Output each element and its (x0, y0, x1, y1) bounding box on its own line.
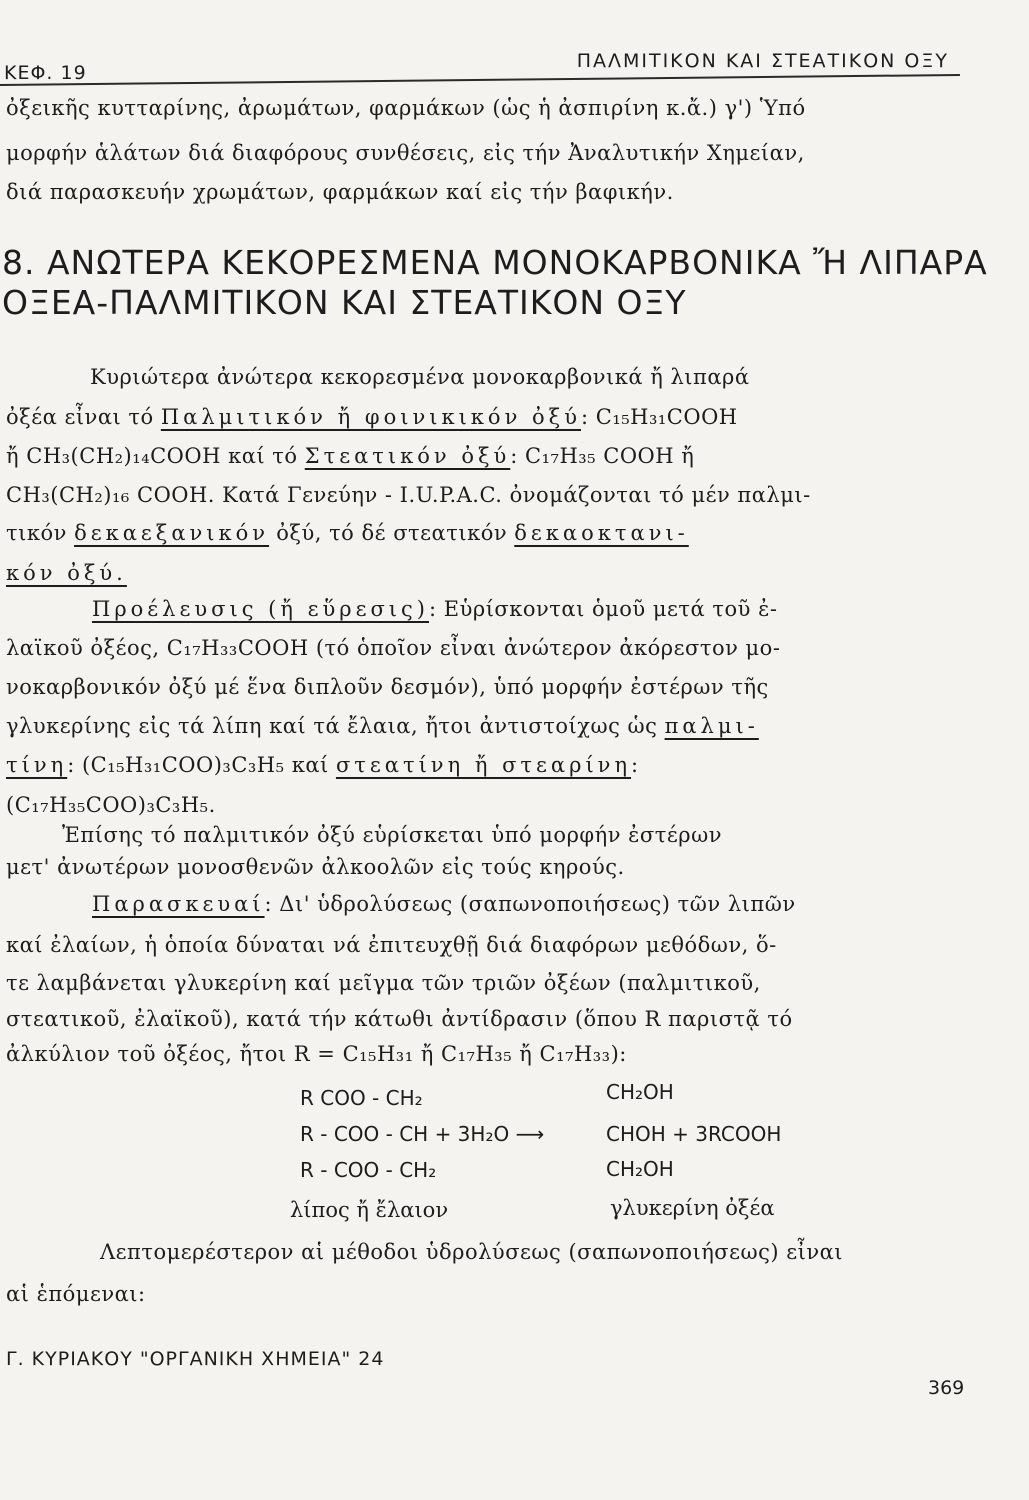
reaction-label-right: γλυκερίνη ὀξέα (610, 1196, 775, 1220)
para2-line (92, 597, 777, 621)
section-title-line: 8. ΑΝΩΤΕΡΑ ΚΕΚΟΡΕΣΜΕΝΑ ΜΟΝΟΚΑΡΒΟΝΙΚΑ Ἤ ΛΙΠΑΡΑ (2, 243, 988, 282)
para1-line: Κυριώτερα ἀνώτερα κεκορεσμένα μονοκαρβονικά ἤ λιπαρά (90, 365, 750, 389)
para2-text: γλυκερίνης εἰς τά λίπη καί τά ἔλαια, ἤτοι ἀντιστοίχως ὡς (6, 714, 665, 738)
reaction-right-3: CH₂OH (606, 1157, 674, 1181)
origin-heading: Προέλευσις (ἤ εὕρεσις) (92, 597, 429, 621)
reaction-left-1: R COO - CH₂ (300, 1086, 423, 1110)
para2-line (6, 753, 639, 777)
para3-line: ἀλκύλιον τοῦ ὀξέος, ἤτοι R = C₁₅H₃₁ ἤ C₁₇H₃₅ ἤ C₁₇H₃₃): (6, 1042, 627, 1066)
stearin-term: στεατίνη ἤ στεαρίνη (335, 753, 632, 777)
para3-text: : Δι' ὑδρολύσεως (σαπωνοποιήσεως) τῶν λιπῶν (264, 892, 796, 916)
reaction-right-2: CHOH + 3RCOOH (606, 1122, 782, 1146)
para1-line (6, 561, 127, 585)
para2-line: Ἐπίσης τό παλμιτικόν ὀξύ εὑρίσκεται ὑπό μορφήν ἐστέρων (62, 823, 722, 847)
para1-text: ἤ CH₃(CH₂)₁₄COOH καί τό (6, 444, 305, 468)
stearic-acid-term: Στεατικόν ὀξύ (304, 444, 511, 468)
para3-line (92, 892, 796, 916)
para1-line: CH₃(CH₂)₁₆ COOH. Κατά Γενεύην - I.U.P.A.C. ὀνομάζονται τό μέν παλμι- (6, 483, 811, 507)
section-title-line: ΟΞΕΑ-ΠΑΛΜΙΤΙΚΟΝ ΚΑΙ ΣΤΕΑΤΙΚΟΝ ΟΞΥ (2, 283, 687, 322)
para1-line (6, 521, 689, 545)
para4-line: Λεπτομερέστερον αἱ μέθοδοι ὑδρολύσεως (σαπωνοποιήσεως) εἶναι (100, 1240, 844, 1264)
para2-text: : Εὑρίσκονται ὁμοῦ μετά τοῦ ἐ- (429, 597, 778, 621)
footer-source: Γ. ΚΥΡΙΑΚΟΥ "ΟΡΓΑΝΙΚΗ ΧΗΜΕΙΑ" 24 (6, 1348, 385, 1370)
para3-line: καί ἐλαίων, ἡ ὁποία δύναται νά ἐπιτευχθῇ διά διαφόρων μεθόδων, ὅ- (6, 933, 777, 957)
para1-text: τικόν (6, 521, 75, 545)
preparation-heading: Παρασκευαί (92, 892, 265, 916)
para2-text: : (C₁₅H₃₁COO)₃C₃H₅ καί (67, 753, 336, 777)
para1-text: ὀξέα εἶναι τό (6, 405, 161, 429)
octadecanoic-term: δεκαοκτανι- (514, 521, 689, 545)
para2-line: νοκαρβονικόν ὀξύ μέ ἕνα διπλοῦν δεσμόν), ὑπό μορφήν ἐστέρων τῆς (6, 675, 769, 699)
para1-text: ὀξύ, τό δέ στεατικόν (269, 521, 515, 545)
header-rule (0, 74, 960, 86)
page-number: 369 (928, 1377, 965, 1399)
intro-line: ὀξεικῆς κυτταρίνης, ἀρωμάτων, φαρμάκων (ὡς ἡ ἀσπιρίνη κ.ἄ.) γ') Ὑπό (6, 96, 806, 120)
reaction-right-1: CH₂OH (606, 1080, 674, 1104)
intro-line: μορφήν ἁλάτων διά διαφόρους συνθέσεις, εἰς τήν Ἀναλυτικήν Χημείαν, (6, 141, 805, 165)
para2-line (6, 714, 759, 738)
para2-line: (C₁₇H₃₅COO)₃C₃H₅. (6, 793, 216, 817)
reaction-label-left: λίπος ἤ ἔλαιον (290, 1198, 449, 1222)
chapter-label: ΚΕΦ. 19 (4, 62, 87, 84)
octadecanoic-term-end: κόν ὀξύ. (6, 561, 127, 585)
para3-line: τε λαμβάνεται γλυκερίνη καί μεῖγμα τῶν τριῶν ὀξέων (παλμιτικοῦ, (6, 971, 761, 995)
reaction-left-3: R - COO - CH₂ (300, 1158, 437, 1182)
reaction-left-2: R - COO - CH + 3H₂O ⟶ (300, 1122, 545, 1146)
palmitin-term-end: τίνη (6, 753, 68, 777)
para2-line: λαϊκοῦ ὀξέος, C₁₇H₃₃COOH (τό ὁποῖον εἶναι ἀνώτερον ἀκόρεστον μο- (6, 636, 781, 660)
para4-line: αἱ ἑπόμεναι: (6, 1282, 146, 1306)
para3-line: στεατικοῦ, ἐλαϊκοῦ), κατά τήν κάτωθι ἀντίδρασιν (ὅπου R παριστᾷ τό (6, 1007, 793, 1031)
para1-line (6, 405, 738, 429)
para1-line (6, 444, 694, 468)
para2-line: μετ' ἀνωτέρων μονοσθενῶν ἀλκοολῶν εἰς τούς κηρούς. (6, 855, 625, 879)
stearic-formula: : C₁₇H₃₅ COOH ἤ (510, 444, 695, 468)
intro-line: διά παρασκευήν χρωμάτων, φαρμάκων καί εἰς τήν βαφικήν. (6, 180, 674, 204)
para2-text: : (631, 753, 639, 777)
palmitic-formula: : C₁₅H₃₁COOH (581, 405, 738, 429)
hexadecanoic-term: δεκαεξανικόν (74, 521, 270, 545)
palmitin-term: παλμι- (664, 714, 759, 738)
palmitic-acid-term: Παλμιτικόν ἤ φοινικικόν ὀξύ (160, 405, 581, 429)
running-header: ΠΑΛΜΙΤΙΚΟΝ ΚΑΙ ΣΤΕΑΤΙΚΟΝ ΟΞΥ (576, 50, 949, 72)
